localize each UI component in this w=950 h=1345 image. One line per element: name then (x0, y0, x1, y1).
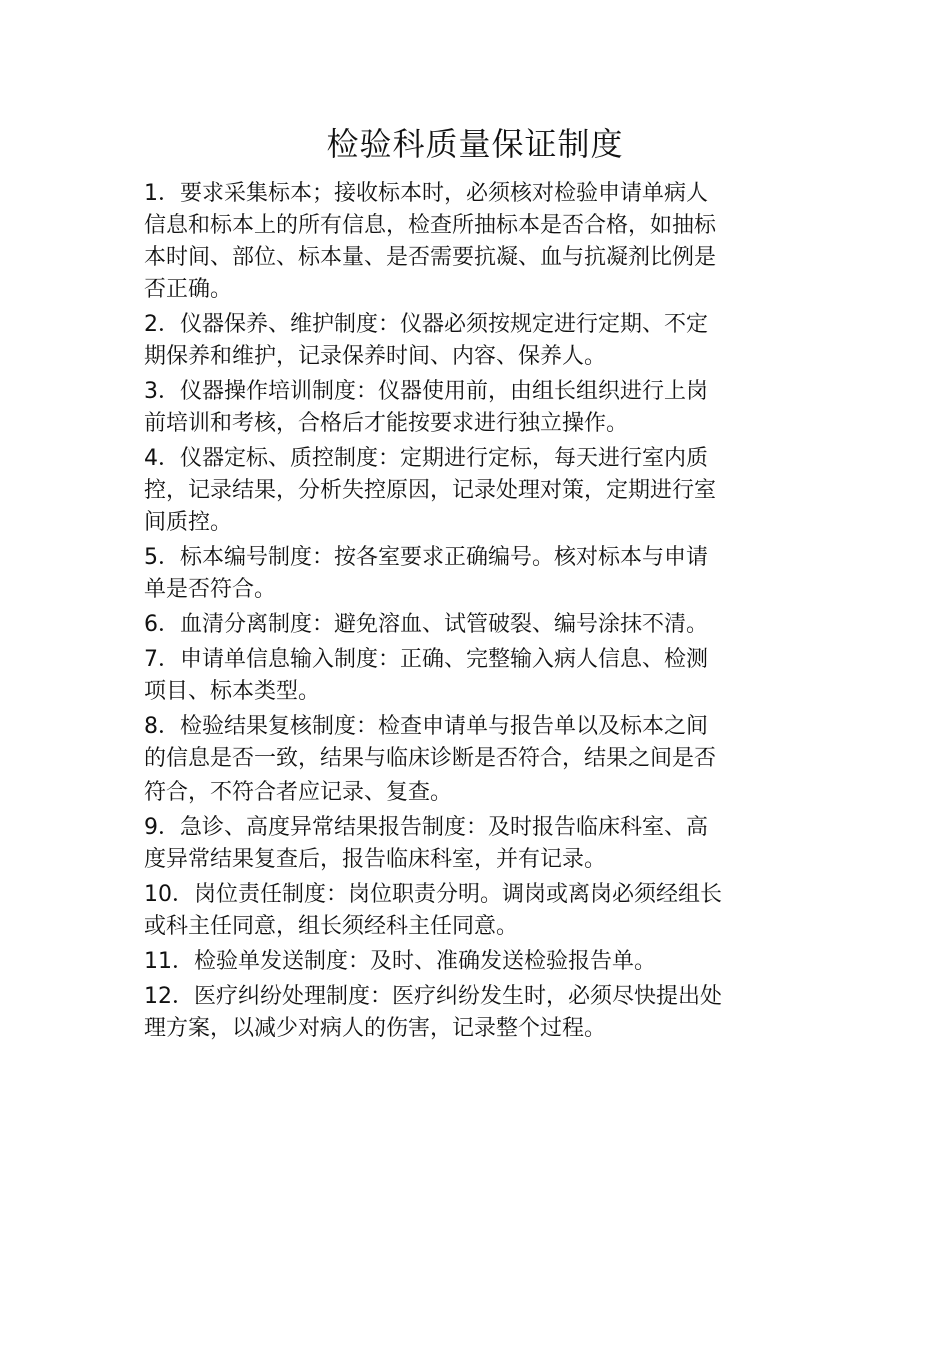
list-item (144, 542, 744, 606)
text-line: 3．仪器操作培训制度：仪器使用前，由组长组织进行上岗 (144, 379, 708, 404)
text-line: 10．岗位责任制度：岗位职责分明。调岗或离岗必须经组长 (144, 882, 722, 907)
text-line: 项目、标本类型。 (144, 679, 321, 704)
text-line: 2．仪器保养、维护制度：仪器必须按规定进行定期、不定 (144, 312, 708, 337)
list-item (144, 309, 744, 373)
text-line: 8．检验结果复核制度：检查申请单与报告单以及标本之间 (144, 714, 708, 739)
text-line: 的信息是否一致，结果与临床诊断是否符合，结果之间是否 (144, 746, 717, 771)
text-line: 本时间、部位、标本量、是否需要抗凝、血与抗凝剂比例是 (144, 245, 717, 270)
list-item (144, 644, 744, 708)
list-item (144, 711, 744, 809)
document-body (144, 178, 744, 1048)
text-line: 度异常结果复查后，报告临床科室，并有记录。 (144, 847, 607, 872)
text-line: 12．医疗纠纷处理制度：医疗纠纷发生时，必须尽快提出处 (144, 984, 722, 1009)
text-line: 9．急诊、高度异常结果报告制度：及时报告临床科室、高 (144, 815, 708, 840)
list-item (144, 443, 744, 539)
text-line: 前培训和考核，合格后才能按要求进行独立操作。 (144, 411, 629, 436)
list-item (144, 981, 744, 1045)
list-item (144, 946, 744, 978)
text-line: 或科主任同意，组长须经科主任同意。 (144, 914, 519, 939)
list-item (144, 376, 744, 440)
text-line: 7．申请单信息输入制度：正确、完整输入病人信息、检测 (144, 647, 708, 672)
text-line: 理方案，以减少对病人的伤害，记录整个过程。 (144, 1016, 607, 1041)
text-line: 间质控。 (144, 510, 233, 535)
text-line: 否正确。 (144, 277, 233, 302)
text-line: 信息和标本上的所有信息，检查所抽标本是否合格，如抽标 (144, 213, 717, 238)
list-item (144, 812, 744, 876)
list-item (144, 609, 744, 641)
text-line: 1．要求采集标本；接收标本时，必须核对检验申请单病人 (144, 181, 708, 206)
document-title: 检验科质量保证制度 (326, 125, 624, 163)
text-line: 单是否符合。 (144, 577, 277, 602)
text-line: 4．仪器定标、质控制度：定期进行定标，每天进行室内质 (144, 446, 708, 471)
list-item (144, 879, 744, 943)
list-item (144, 178, 744, 306)
text-line: 5．标本编号制度：按各室要求正确编号。核对标本与申请 (144, 545, 708, 570)
text-line: 期保养和维护，记录保养时间、内容、保养人。 (144, 344, 607, 369)
text-line: 符合，不符合者应记录、复查。 (144, 780, 453, 805)
text-line: 6．血清分离制度：避免溶血、试管破裂、编号涂抹不清。 (144, 612, 708, 637)
text-line: 11．检验单发送制度：及时、准确发送检验报告单。 (144, 949, 656, 974)
text-line: 控，记录结果，分析失控原因，记录处理对策，定期进行室 (144, 478, 717, 503)
